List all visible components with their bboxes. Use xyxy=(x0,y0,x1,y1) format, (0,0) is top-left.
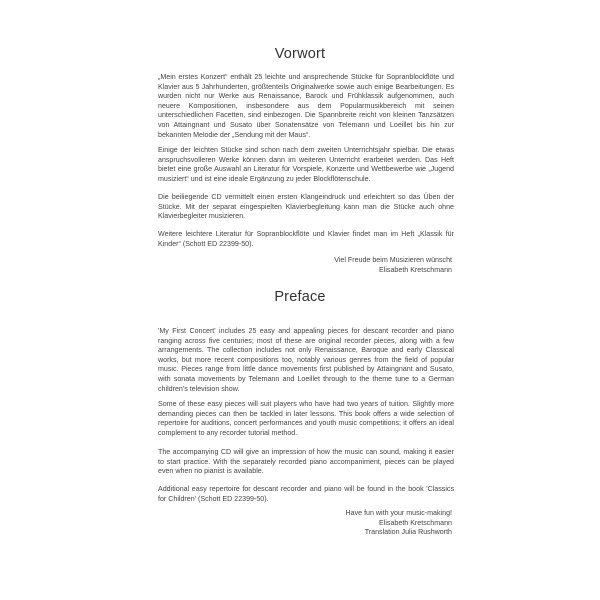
german-author: Elisabeth Kretschmann xyxy=(379,265,452,274)
german-paragraph-3: Die beiliegende CD vermittelt einen ersten Klangeindruck und erleichtert so das Üben der Stücke. Mit der separat eingespielten Klavierbegleitung kann man die Stücke auch ohne Klavierbegleiter musizieren. xyxy=(158,193,454,221)
english-title: Preface xyxy=(274,289,326,305)
german-paragraph-2: Einige der leichten Stücke sind schon nach dem zweiten Unterrichtsjahr spielbar. Die etwas anspruchsvolleren Werke können dann im weiteren Unterricht erarbeitet werden. Das Heft bietet eine große Auswahl an Literatur für Vorspiele, Konzerte und Wettbewerbe wie „Jugend musiziert“ und ist eine ideale Ergänzung zu jeder Blockflötenschule. xyxy=(158,146,454,183)
german-title: Vorwort xyxy=(274,46,326,62)
german-signature xyxy=(334,256,452,275)
english-paragraph-2: Some of these easy pieces will suit players who have had two years of tuition. Slightly more demanding pieces can then be tackled in later lessons. This book offers a wide selection of repertoire for auditions, concert performances and youth music competitions; it offers an ideal complement to any recorder tutorial method. xyxy=(158,400,454,437)
german-closing: Viel Freude beim Musizieren wünscht xyxy=(334,256,452,264)
english-paragraph-1: 'My First Concert' includes 25 easy and appealing pieces for descant recorder and piano ranging across five centuries; most of these are original recorder pieces, along with a few arrangements. The collection includes not only Renaissance, Baroque and early Classical works, but more recent compositions too, notably various genres from the field of popular music. Pieces range from little dance movements first published by Attaingnant and Susato, with sonata movements by Telemann and Loeillet through to the theme tune to a German children's television show. xyxy=(158,327,454,393)
english-translation: Translation Julia Rushworth xyxy=(364,528,452,537)
german-paragraph-4: Weitere leichtere Literatur für Sopranblockflöte und Klavier findet man im Heft „Klassik für Kinder“ (Schott ED 22399-50). xyxy=(158,230,454,248)
english-signature xyxy=(346,509,452,538)
english-paragraph-3: The accompanying CD will give an impression of how the music can sound, making it easier to start practice. With the separately recorded piano accompaniment, pieces can be played even when no pianist is available. xyxy=(158,448,454,476)
english-closing: Have fun with your music-making! xyxy=(345,509,452,517)
german-paragraph-1: „Mein erstes Konzert“ enthält 25 leichte und ansprechende Stücke für Sopranblockflöte und Klavier aus 5 Jahrhunderten, größtenteils Originalwerke sowie auch einige Bearbeitungen. Es wurden nicht nur Werke aus Renaissance, Barock und Frühklassik aufgenommen, auch neuere Kompositionen, insbesondere aus dem Popularmusikbereich mit seinen unterschiedlichen Facetten, sind einbezogen. Die Spannbreite reicht von kleinen Tanzsätzen von Attaingnant und Susato über Sonatensätze von Telemann und Loeillet bis hin zur bekannten Melodie der „Sendung mit der Maus“. xyxy=(158,73,454,139)
english-paragraph-4: Additional easy repertoire for descant recorder and piano will be found in the book 'Classics for Children' (Schott ED 22399-50). xyxy=(158,485,454,503)
english-author: Elisabeth Kretschmann xyxy=(379,518,452,527)
